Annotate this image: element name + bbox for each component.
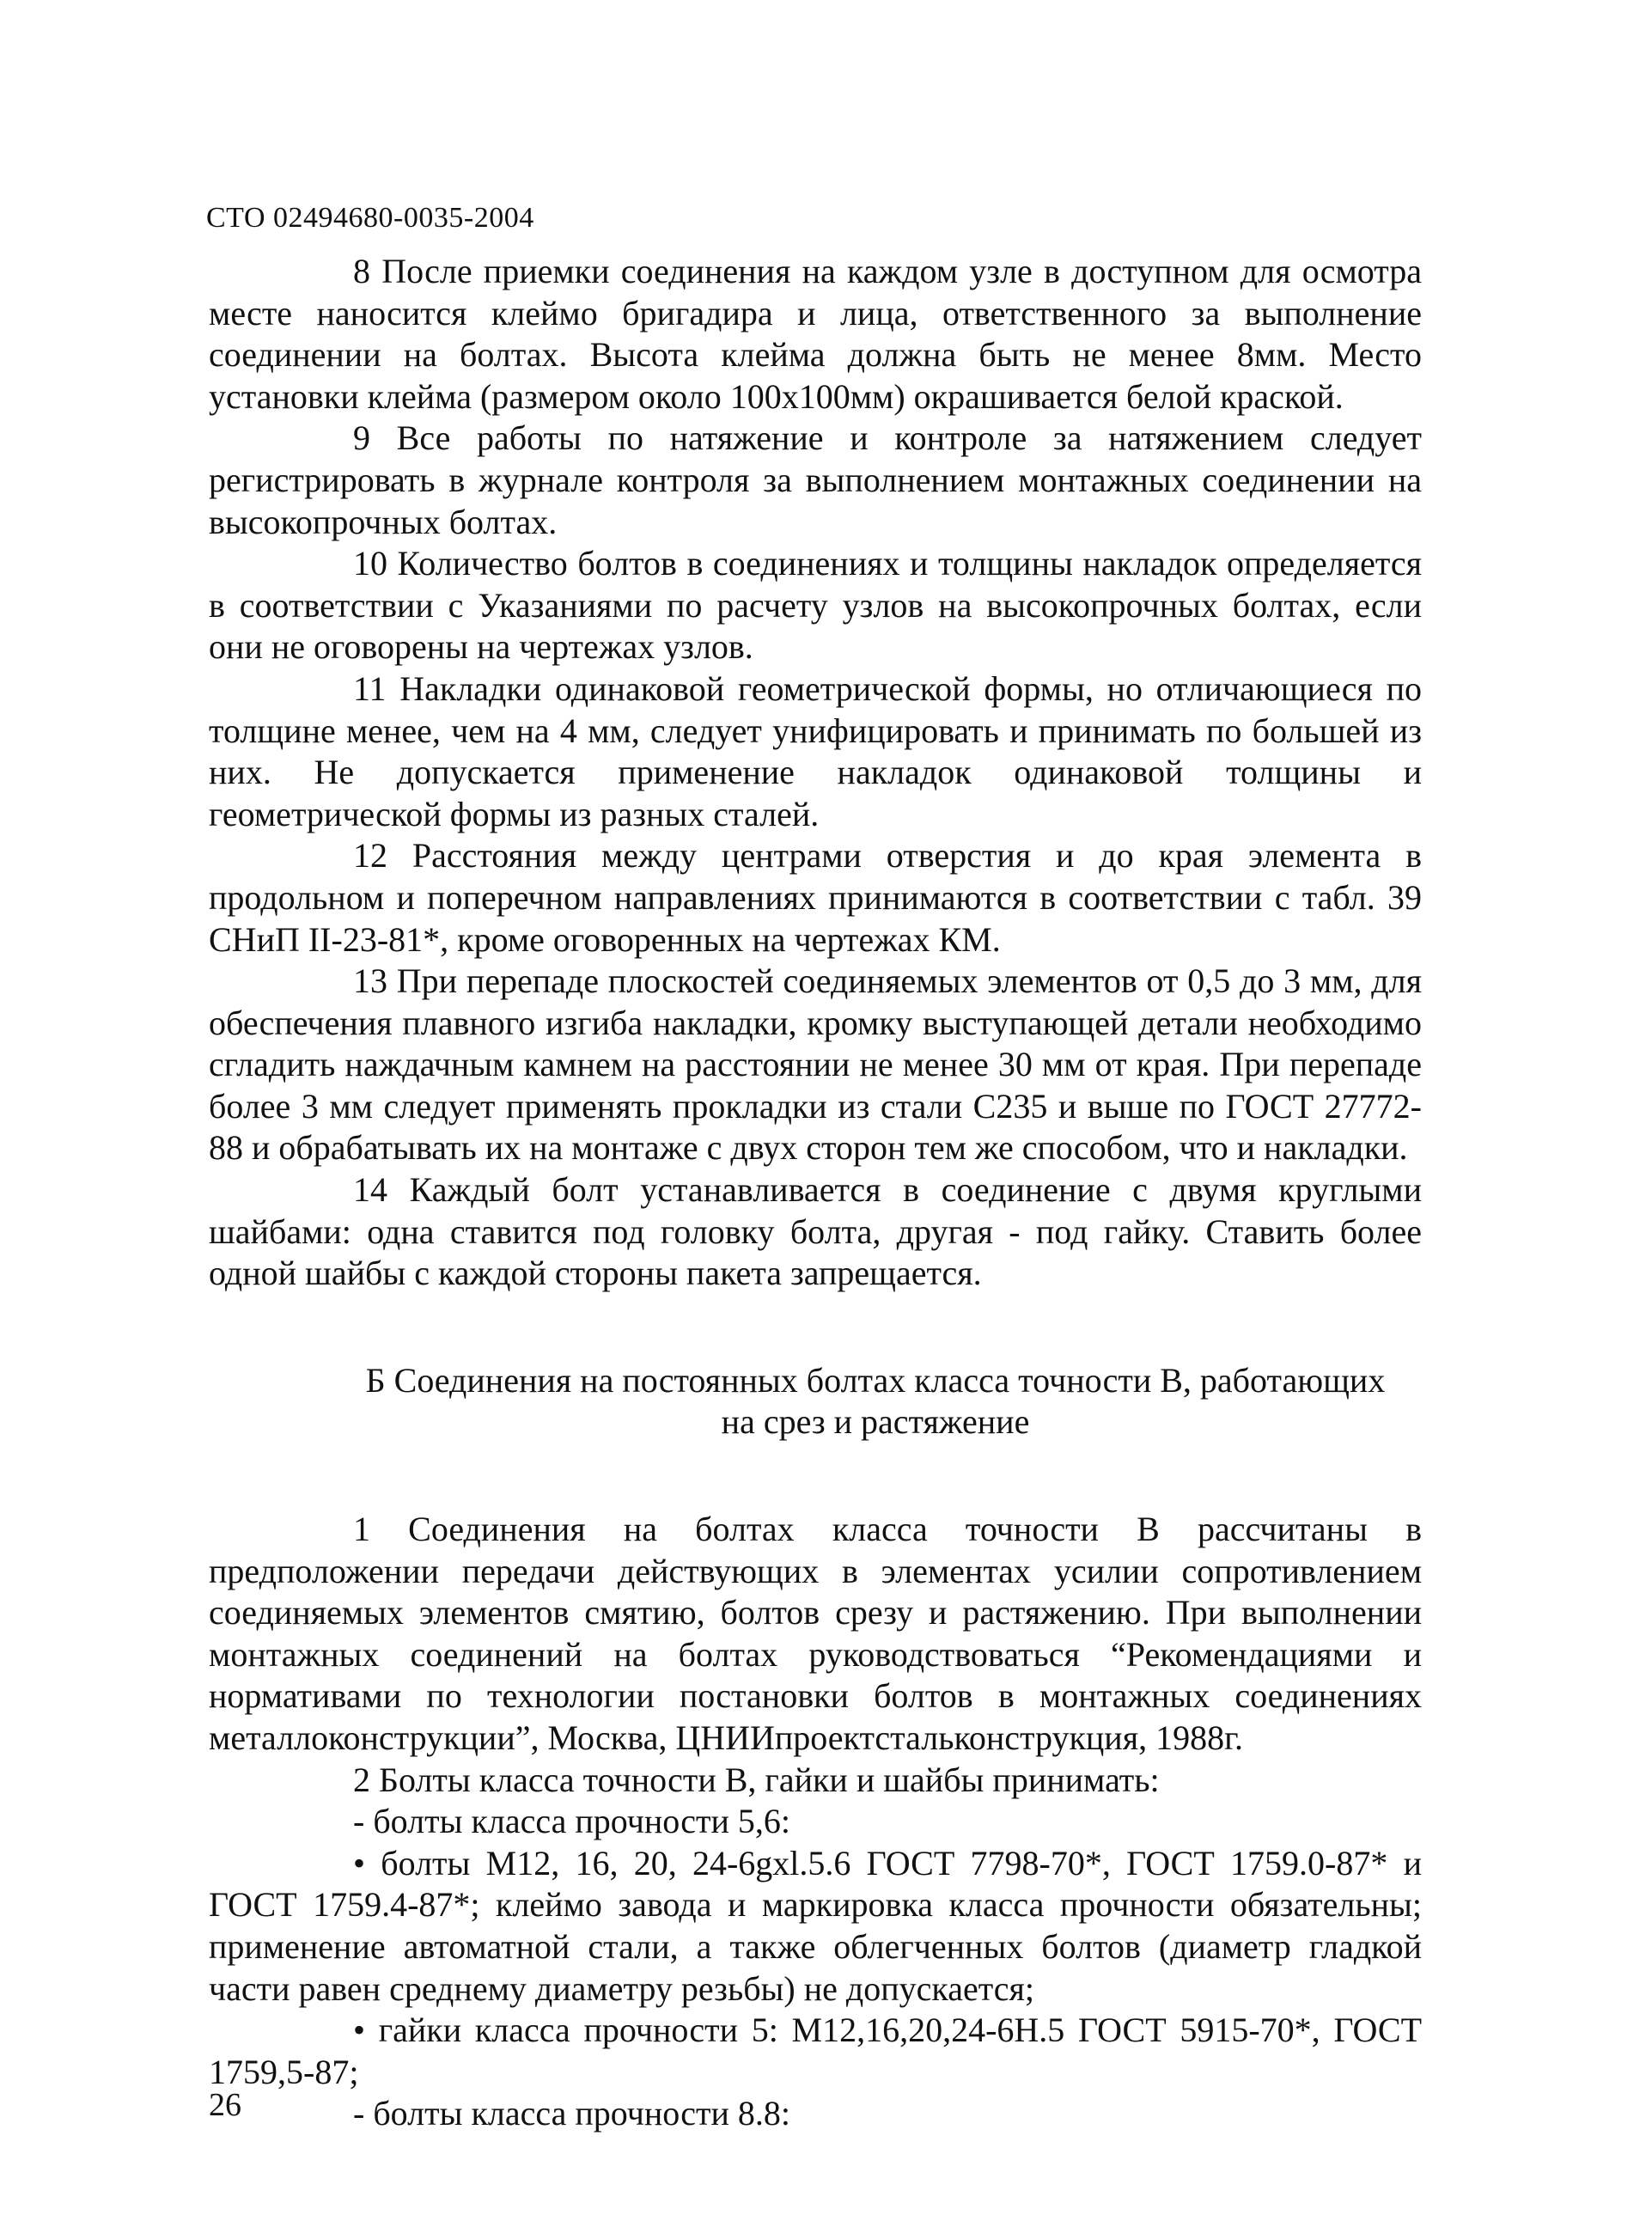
list-item-bolts-5-6: - болты класса прочности 5,6: xyxy=(353,1802,791,1841)
paragraph-a-11: 11 Накладки одинаковой геометрической формы, но отличающиеся по толщине менее, чем на 4 мм, следует унифицировать и принимать по большей из них. Не допускается применение накладок одинаковой толщины и геометрической формы из разных сталей. xyxy=(209,668,1422,833)
paragraph-a-10: 10 Количество болтов в соединениях и толщины накладок определяется в соответствии с Указаниями по расчету узлов на высокопрочных болтах, если они не оговорены на чертежах узлов. xyxy=(209,544,1422,667)
paragraph-b-2: 2 Болты класса точности В, гайки и шайбы принимать: xyxy=(353,1760,1160,1799)
paragraph-b-1: 1 Соединения на болтах класса точности В рассчитаны в предположении передачи действующих в элементах усилии сопротивлением соединяемых элементов смятию, болтов срезу и растяжению. При выполнении монтажных соединений на болтах руководствоваться “Рекомендациями и нормативами по технологии постановки болтов в монтажных соединениях металлоконструкции”, Москва, ЦНИИпроектстальконструкция, 1988г. xyxy=(209,1510,1422,1757)
paragraph-a-13: 13 При перепаде плоскостей соединяемых элементов от 0,5 до 3 мм, для обеспечения плавного изгиба накладки, кромку выступающей детали необходимо сгладить наждачным камнем на расстоянии не менее 30 мм от края. При перепаде более 3 мм следует применять прокладки из стали С235 и выше по ГОСТ 27772-88 и обрабатывать их на монтаже с двух сторон тем же способом, что и накладки. xyxy=(209,961,1422,1168)
paragraph-a-12: 12 Расстояния между центрами отверстия и до края элемента в продольном и поперечном направлениях принимаются в соответствии с табл. 39 СНиП II-23-81*, кроме оговоренных на чертежах КМ. xyxy=(209,836,1422,959)
page-number: 26 xyxy=(209,2087,241,2123)
section-b-heading-line-1: Б Соединения на постоянных болтах класса точности В, работающих xyxy=(365,1360,1386,1400)
list-item-bolts-8-8: - болты класса прочности 8.8: xyxy=(353,2094,791,2133)
list-item-nuts-class-5: • гайки класса прочности 5: М12,16,20,24-6Н.5 ГОСТ 5915-70*, ГОСТ 1759,5-87; xyxy=(209,2011,1422,2091)
paragraph-a-9: 9 Все работы по натяжение и контроле за натяжением следует регистрировать в журнале контроля за выполнением монтажных соединении на высокопрочных болтах. xyxy=(209,418,1422,541)
document-body xyxy=(209,251,1422,2135)
section-b-heading xyxy=(209,1360,1422,1443)
paragraph-a-14: 14 Каждый болт устанавливается в соединение с двумя круглыми шайбами: одна ставится под головку болта, другая - под гайку. Ставить более одной шайбы с каждой стороны пакета запрещается. xyxy=(209,1170,1422,1293)
section-b-heading-line-2: на срез и растяжение xyxy=(721,1402,1030,1442)
section-spacer xyxy=(209,1443,1422,1509)
paragraph-a-8: 8 После приемки соединения на каждом узле в доступном для осмотра месте наносится клеймо бригадира и лица, ответственного за выполнение соединении на болтах. Высота клейма должна быть не менее 8мм. Место установки клейма (размером около 100х100мм) окрашивается белой краской. xyxy=(209,252,1422,416)
document-code-header: СТО 02494680-0035-2004 xyxy=(206,202,534,234)
list-item-bolts-m12: • болты М12, 16, 20, 24-6gxl.5.6 ГОСТ 7798-70*, ГОСТ 1759.0-87* и ГОСТ 1759.4-87*; клеймо завода и маркировка класса прочности обязательны; применение автоматной стали, а также облегченных болтов (диаметр гладкой части равен среднему диаметру резьбы) не допускается; xyxy=(209,1843,1422,2008)
